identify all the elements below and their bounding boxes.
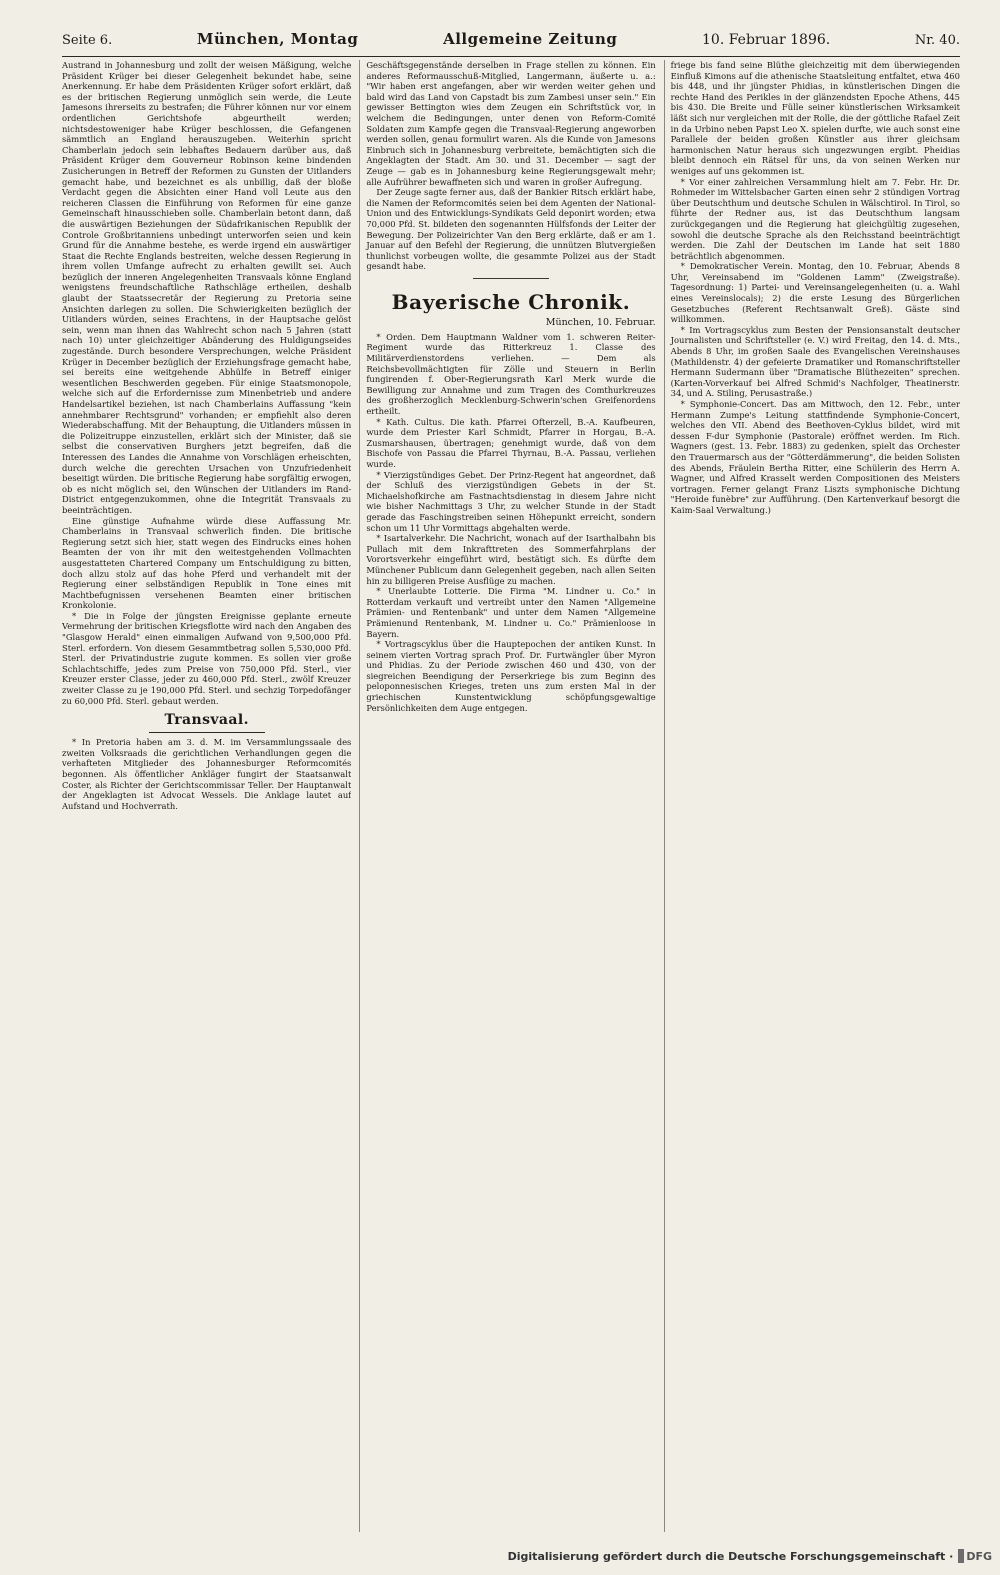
news-item: * Kath. Cultus. Die kath. Pfarrei Ofterzell, B.-A. Kaufbeuren, wurde dem Priester Karl Schmidt, Pfarrer in Horgau, B.-A. Zusmarshausen, übertragen; genehmigt wurde, daß von dem Bischofe von Passau die Pfarrei Thyrnau, B.-A. Passau, verliehen wurde. bbox=[366, 416, 656, 469]
news-item: * Orden. Dem Hauptmann Waldner vom 1. schweren Reiter-Regiment wurde das Ritterkreuz 1. Classe des Militärverdienstordens verliehen. — Dem als Reichsbevollmächtigten für Zölle und Steuern in Berlin fungirenden f. Ober-Regierungsrath Karl Merk wurde die Bewilligung zur Annahme und zum Tragen des Comthurkreuzes des großherzoglich Mecklenburg-Schwerin'schen Greifenordens ertheilt. bbox=[366, 331, 656, 417]
article-paragraph: Eine günstige Aufnahme würde diese Auffassung Mr. Chamberlains in Transvaal schwerlich finden. Die britische Regierung setzt sich hier, statt wegen des Eindrucks eines hohen Beamten der von ihr mit den weitestgehenden Vollmachten ausgestatteten Chartered Company um Entschuldigung zu bitten, doch allzu stolz auf das hohe Pferd und verhandelt mit der Regierung einer selbständigen Republik in Tone eines mit Machtbefugnissen versehenen Beamten einer britischen Kronkolonie. bbox=[62, 515, 352, 611]
issue-number: Nr. 40. bbox=[914, 33, 960, 48]
news-item: * Isartalverkehr. Die Nachricht, wonach auf der Isarthalbahn bis Pullach mit dem Inkrafttreten des Sommerfahrplans der Vorortsverkehr eingeführt wird, bestätigt sich. Es dürfte dem Münchener Publicum dann Gelegenheit gegeben, nach allen Seiten hin zu billigeren Preise Ausflüge zu machen. bbox=[366, 533, 656, 586]
news-item: * Im Vortragscyklus zum Besten der Pensionsanstalt deutscher Journalisten und Schriftsteller (e. V.) wird Freitag, den 14. d. Mts., Abends 8 Uhr, im großen Saale des Evangelischen Vereinshauses (Mathildenstr. 4) der gefeierte Dramatiker und Romanschriftsteller Hermann Sudermann über "Dramatische Blüthezeiten" sprechen. (Karten-Vorverkauf bei Alfred Schmid's Nachfolger, Theatinerstr. 34, und A. Stiling, Perusastraße.) bbox=[670, 324, 960, 399]
page-number: Seite 6. bbox=[62, 33, 113, 48]
news-item: * Vierzigstündiges Gebet. Der Prinz-Regent hat angeordnet, daß der Schluß des vierzigstündigen Gebets in der St. Michaelshofkirche am Fastnachtsdienstag in diesem Jahre nicht wie bisher Nachmittags 3 Uhr, zu welcher Stunde in der Stadt gerade das Faschingstreiben seinen Höhepunkt erreicht, sondern schon um 11 Uhr Vormittags abgehalten werde. bbox=[366, 469, 656, 533]
article-paragraph: Der Zeuge sagte ferner aus, daß der Bankier Ritsch erklärt habe, die Namen der Reformcomités seien bei dem Agenten der National-Union und des Entwicklungs-Syndikats Geld deponirt worden; etwa 70,000 Pfd. St. bildeten den sogenannten Hülfsfonds der Leiter der Bewegung. Der Polizeirichter Van den Berg erklärte, daß er am 1. Januar auf den Befehl der Regierung, die unnützen Blutvergießen thunlichst vorbeugen wollte, die gesammte Polizei aus der Stadt gesandt habe. bbox=[366, 187, 656, 272]
article-paragraph: * In Pretoria haben am 3. d. M. im Versammlungssaale des zweiten Volksraads die gerichtlichen Verhandlungen gegen die verhafteten Mitglieder des Johannesburger Reformcomités begonnen. Als öffentlicher Ankläger fungirt der Staatsanwalt Coster, als Richter der Gerichtscommissar Teller. Der Hauptanwalt der Angeklagten ist Advocat Wessels. Die Anklage lautet auf Aufstand und Hochverrath. bbox=[62, 737, 352, 811]
dfg-logo bbox=[958, 1549, 992, 1563]
news-item: * Unerlaubte Lotterie. Die Firma "M. Lindner u. Co." in Rotterdam verkauft und vertreibt unter den Namen "Allgemeine Prämien- und Rentenbank" und unter dem Namen "Allgemeine Prämienund Rentenbank, M. Lindner u. Co." Prämienloose in Bayern. bbox=[366, 586, 656, 639]
column-2 bbox=[359, 60, 655, 1532]
header-rule bbox=[62, 56, 960, 57]
column-1 bbox=[62, 60, 351, 1532]
newspaper-title: Allgemeine Zeitung bbox=[443, 30, 618, 48]
article-paragraph: Austrand in Johannesburg und zollt der weisen Mäßigung, welche Präsident Krüger bei dieser Gelegenheit bekundet habe, seine Anerkennung. Er habe dem Präsidenten Krüger sofort erklärt, daß es der britischen Regierung unmöglich sein werde, die Leute Jamesons ihrerseits zu bestrafen; die Führer können nur vor einem ordentlichen Gerichtshofe abgeurtheilt werden; nichtsdestoweniger habe Krüger beschlossen, die Gefangenen sämmtlich an England herauszugeben. Weiterhin spricht Chamberlain jedoch sein lebhaftes Bedauern darüber aus, daß Präsident Krüger dem Gouverneur Robinson keine bindenden Zusicherungen in Betreff der Reformen zu Gunsten der Uitlanders gemacht habe, und bezeichnet es als unbillig, daß der bloße Verdacht gegen die Absichten einer Hand voll Leute aus den reicheren Classen die Einführung von Reformen für eine ganze Gemeinschaft hinausschieben solle. Chamberlain betont dann, daß die auswärtigen Beziehungen der Südafrikanischen Republik der Controle Großbritanniens unbedingt unterworfen seien und kein Grund für die Annahme bestehe, es werde irgend ein auswärtiger Staat die Rechte Englands bestreiten, welche dessen Regierung in ihrem vollen Umfange aufrecht zu erhalten gewillt sei. Auch bezüglich der inneren Angelegenheiten Transvaals könne England wenigstens freundschaftliche Rathschläge ertheilen, deshalb glaubt der Staatssecretär der Regierung zu Pretoria seine Ansichten darlegen zu sollen. Die Schwierigkeiten bezüglich der Uitlanders würden, seines Erachtens, in der Hauptsache gelöst sein, wenn man ihnen das Wahlrecht schon nach 5 Jahren (statt nach 10) unter gleichzeitiger Abänderung des Huldigungseides zugestände. Durch besondere Versprechungen, welche Präsident Krüger in December bezüglich der Erziehungsfrage gemacht habe, sei bereits eine weitgehende Abhülfe in Betreff einiger wesentlichen Beschwerden gegeben. Für einige Staatsmonopole, welche sich auf die Erfordernisse zum Minenbetrieb und andere Handelsartikel beziehen, ist nach Chamberlains Auffassung "kein annehmbarer Rechtsgrund" vorhanden; er empfiehlt also deren Wiederabschaffung. Mit der Behauptung, die Uitlanders müssen in die Polizeitruppe einzustellen, erklärt sich der Minister, daß sie selbst die conservativen Burghers jetzt begreifen, daß die Interessen des Landes die Annahme von Vorschlägen erheischten, durch welche die gerechten Ursachen von Unzufriedenheit beseitigt würden. Die britische Regierung habe sorgfältig erwogen, ob es nicht möglich sei, den Wünschen der Uitlanders im Rand-District entgegenzukommen, ohne die Integrität Transvaals zu beeinträchtigen. bbox=[62, 60, 352, 515]
page-header bbox=[62, 30, 960, 56]
article-paragraph: friege bis fand seine Blüthe gleichzeitig mit dem überwiegenden Einfluß Kimons auf die athenische Staatsleitung entfaltet, etwa 460 bis 448, und ihr jüngster Phidias, in künstlerischen Dingen die rechte Hand des Perikles in der glänzendsten Epoche Athens, 445 bis 430. Die Breite und Fülle seiner künstlerischen Wirksamkeit läßt sich nur vergleichen mit der Rolle, die der göttliche Rafael Zeit in da Urbino neben Papst Leo X. spielen durfte, wie auch sonst eine Parallele der beiden großen Künstler aus ihrer gleichsam harmonischen Natur heraus sich ungezwungen ergibt. Pheidias bleibt dennoch ein Rätsel für uns, da von seinen Werken nur weniges auf uns gekommen ist. bbox=[670, 60, 960, 176]
section-heading-chronik: Bayerische Chronik. bbox=[391, 289, 631, 314]
news-item: * Symphonie-Concert. Das am Mittwoch, den 12. Febr., unter Hermann Zumpe's Leitung stattfindende Symphonie-Concert, welches den VII. Abend des Beethoven-Cyklus bildet, wird mit dessen F-dur Symphonie (Pastorale) eröffnet werden. Im Rich. Wagners (gest. 13. Febr. 1883) zu gedenken, spielt das Orchester den Trauermarsch aus der "Götterdämmerung", die beiden Solisten des Abends, Fräulein Bertha Ritter, eine Schülerin des Herrn A. Wagner, und Alfred Krasselt werden Compositionen des Meisters vortragen. Ferner gelangt Franz Liszts symphonische Dichtung "Heroide funèbre" zur Aufführung. (Den Kartenverkauf besorgt die Kaim-Saal Verwaltung.) bbox=[670, 399, 960, 515]
column-3 bbox=[664, 60, 960, 1532]
article-paragraph: * Die in Folge der jüngsten Ereignisse geplante erneute Vermehrung der britischen Kriegsflotte wird nach den Angaben des "Glasgow Herald" einen einmaligen Aufwand von 9,500,000 Pfd. Sterl. erfordern. Von diesem Gesammtbetrag sollen 5,530,000 Pfd. Sterl. der Privatindustrie zugute kommen. Es sollen vier große Schlachtschiffe, jedes zum Preise von 750,000 Pfd. Sterl., vier Kreuzer erster Classe, jeder zu 460,000 Pfd. Sterl., zwölf Kreuzer zweiter Classe zu je 190,000 Pfd. Sterl. und sechzig Torpedofänger zu 60,000 Pfd. Sterl. gebaut werden. bbox=[62, 610, 352, 706]
article-paragraph: Geschäftsgegenstände derselben in Frage stellen zu können. Ein anderes Reformausschuß-Mitglied, Langermann, äußerte u. a.: "Wir haben erst angefangen, aber wir werden weiter gehen und bald wird das Land von Capstadt bis zum Zambesi unser sein." Ein gewisser Bettington wies dem Zeugen ein Schriftstück vor, in welchem die Bedingungen, unter denen von Reform-Comité Soldaten zum Kampfe gegen die Transvaal-Regierung angeworben werden sollen, genau formulirt waren. Als die Kunde von Jamesons Einbruch sich in Johannesburg verbreitete, bemächtigten sich die Angeklagten der Stadt. Am 30. und 31. December — sagt der Zeuge — gab es in Johannesburg keine Regierungsgewalt mehr; alle Aufrührer bewaffneten sich und waren in großer Aufregung. bbox=[366, 60, 656, 187]
digitization-footer bbox=[0, 1545, 1000, 1567]
news-item: * Vor einer zahlreichen Versammlung hielt am 7. Febr. Hr. Dr. Rohmeder im Wittelsbacher Garten einen sehr 2 stündigen Vortrag über Deutschthum und deutsche Schulen in Wälschtirol. In Tirol, so führte der Redner aus, ist das Deutschthum langsam zurückgegangen und die Regierung hat gleichgültig zugesehen, sowohl die deutsche Sprache als den Reichsstand beeinträchtigt werden. Die Zahl der Deutschen im Lande hat seit 1880 beträchtlich abgenommen. bbox=[670, 176, 960, 261]
dfg-logo-text: DFG bbox=[966, 1549, 992, 1563]
issue-date: 10. Februar 1896. bbox=[702, 32, 831, 48]
section-divider bbox=[473, 278, 548, 279]
dateline: München, 10. Februar. bbox=[545, 316, 656, 328]
news-item: * Vortragscyklus über die Hauptepochen der antiken Kunst. In seinem vierten Vortrag sprach Prof. Dr. Furtwängler über Myron und Phidias. Zu der Periode zwischen 460 und 430, von der siegreichen Beendigung der Perserkriege bis zum Beginn des peloponnesischen Krieges, treten uns zum ersten Mal in der griechischen Kunstentwicklung schöpfungsgewaltige Persönlichkeiten dem Auge entgegen. bbox=[366, 639, 656, 713]
heading-underline bbox=[149, 732, 265, 733]
section-heading-transvaal: Transvaal. bbox=[164, 712, 249, 729]
place-and-day: München, Montag bbox=[196, 30, 359, 48]
news-item: * Demokratischer Verein. Montag, den 10. Februar, Abends 8 Uhr, Vereinsabend im "Goldenen Lamm" (Zweigstraße). Tagesordnung: 1) Partei- und Vereinsangelegenheiten (u. a. Wahl eines Vereinslocals); 2) die erste Lesung des Bürgerlichen Gesetzbuches (Referent Rechtsanwalt Greß). Gäste sind willkommen. bbox=[670, 261, 960, 325]
text-columns bbox=[62, 60, 960, 1532]
dfg-logo-mark-icon bbox=[958, 1549, 964, 1563]
funding-credit: Digitalisierung gefördert durch die Deutsche Forschungsgemeinschaft · bbox=[507, 1549, 954, 1563]
